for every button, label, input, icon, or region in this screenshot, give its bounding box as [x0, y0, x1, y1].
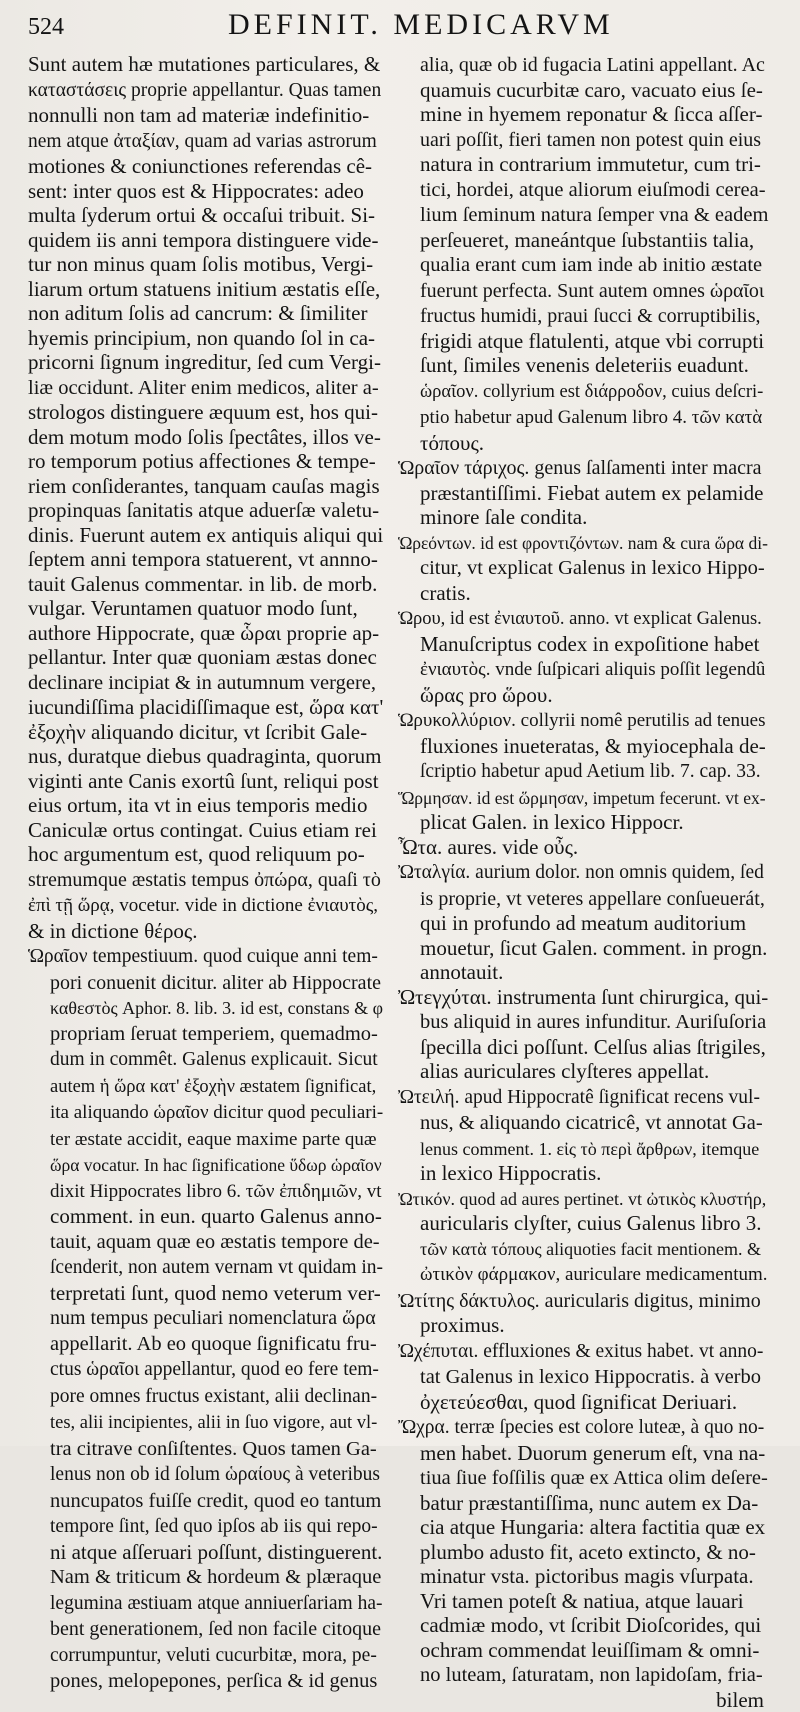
text-line: Ὠτικόν. quod ad aures pertinet. vt ὠτικὸς κλυστήρ, [398, 1186, 768, 1212]
text-line: liarum ortum statuens initium æstatis eſſe, [28, 277, 383, 302]
text-line: Ὡρεόντων. id est φροντιζόντων. nam & cura ὥρα di- [398, 530, 768, 556]
text-line: annotauit. [398, 960, 768, 985]
text-line: tat Galenus in lexico Hippocratis. à verbo [398, 1364, 768, 1390]
text-line: hyemis principium, non quando ſol in ca- [28, 326, 383, 351]
text-line: ὠτικὸν φάρμακον, auriculare medicamentum. [398, 1261, 768, 1288]
text-line: ſcriptio habetur apud Aetium lib. 7. cap. 33. [398, 758, 768, 785]
text-line: tes, alii incipientes, alii in ſuo vigore, aut vl- [28, 1409, 383, 1436]
text-line: proximus. [398, 1313, 768, 1338]
text-line: alia, quæ ob id fugacia Latini appellant. Ac [398, 52, 768, 78]
text-line: lenus non ob id ſolum ὡραίους à veteribus [28, 1461, 383, 1488]
text-line: viginti ante Canis exortû ſunt, reliqui post [28, 769, 383, 794]
text-line: strologos distinguere æquum est, hos qui- [28, 400, 383, 425]
text-line: comment. in eun. quarto Galenus anno- [28, 1204, 383, 1229]
text-line: legumina æstiuam atque anniuerſariam ha- [28, 1590, 383, 1617]
text-line: bus aliquid in aures infunditur. Auriſuſoria [398, 1009, 768, 1035]
text-line: quamuis cucurbitæ caro, vacuato eius ſe- [398, 78, 768, 103]
text-line: minatur vsta. pictoribus magis vſurpata. [398, 1564, 768, 1589]
text-line: Sunt autem hæ mutationes particulares, & [28, 52, 383, 77]
text-line: alias auriculares clyſteres appellat. [398, 1059, 768, 1084]
text-line: dinis. Fuerunt autem ex antiquis aliqui qui [28, 523, 383, 548]
text-line: Caniculæ ortus contingat. Cuius etiam rei [28, 818, 383, 843]
text-line: autem ἡ ὥρα κατ' ἐξοχὴν æstatem ſignificat, [28, 1073, 383, 1100]
page-number: 524 [28, 14, 64, 41]
right-column [398, 52, 768, 1712]
text-line: pricorni ſignum ingreditur, ſed cum Vergi- [28, 350, 383, 375]
text-line: dum in commêt. Galenus explicauit. Sicut [28, 1046, 383, 1073]
text-line: ὥρα vocatur. In hac ſignificatione ὕδωρ ὡραῖον [28, 1152, 383, 1178]
text-line: ſpecilla dici poſſunt. Celſus alias ſtrigiles, [398, 1035, 768, 1060]
text-line: propriam ſeruat temperiem, quemadmo- [28, 1021, 383, 1047]
text-line: motiones & coniunctiones referendas cê- [28, 154, 383, 179]
text-line: no luteam, ſaturatam, non lapidoſam, fria- [398, 1662, 768, 1688]
text-line: sent: inter quos est & Hippocrates: adeo [28, 179, 383, 204]
text-line: tempore ſint, ſed quo ipſos ab iis qui repo- [28, 1513, 383, 1540]
text-line: Ὠτεγχύται. instrumenta ſunt chirurgica, qui- [398, 985, 768, 1010]
text-line: nuncupatos fuiſſe credit, quod eo tantum [28, 1488, 383, 1514]
text-line: in lexico Hippocratis. [398, 1161, 768, 1186]
text-line: tauit Galenus commentar. in lib. de morb. [28, 572, 383, 597]
text-line: liæ occidunt. Aliter enim medicos, aliter a- [28, 375, 383, 401]
text-line: fluxiones inueteratas, & myiocephala de- [398, 734, 768, 759]
text-line: Ὠχέπυται. effluxiones & exitus habet. vt anno- [398, 1338, 768, 1365]
text-line: bilem [398, 1688, 768, 1712]
text-line: Ὡρου, id est ἐνιαυτοῦ. anno. vt explicat Galenus. [398, 605, 768, 632]
text-line: mine in hyemem reponatur & ſicca aſſer- [398, 102, 768, 127]
text-line: præstantiſſimi. Fiebat autem ex pelamide [398, 481, 768, 506]
text-line: Ὤχρα. terræ ſpecies est colore luteæ, à quo no- [398, 1414, 768, 1441]
text-line: dixit Hippocrates libro 6. τῶν ἐπιδημιῶν, vt [28, 1178, 383, 1205]
text-line: qualia erant cum iam inde ab initio æstate [398, 252, 768, 278]
left-column [28, 52, 383, 1694]
text-line: ochram commendat leuiſſimam & omni- [398, 1638, 768, 1663]
page-header [28, 6, 776, 50]
text-line: declinare incipiat & in autumnum vergere, [28, 670, 383, 696]
text-line: καθεστὸς Aphor. 8. lib. 3. id est, constans & φ [28, 995, 383, 1021]
text-line: fuerunt perfecta. Sunt autem omnes ὡραῖοι [398, 278, 768, 304]
text-line: terpretati ſunt, quod nemo veterum ver- [28, 1281, 383, 1306]
text-line: cratis. [398, 581, 768, 606]
text-line: ſunt, ſimiles venenis deleteriis euadunt. [398, 353, 768, 378]
text-line: ſcenderit, non autem vernam vt quidam in- [28, 1254, 383, 1281]
text-line: ro temporum potius affectiones & tempe- [28, 449, 383, 474]
text-line: τόπους. [398, 431, 768, 456]
text-line: fructus humidi, praui ſucci & corruptibilis, [398, 303, 768, 329]
text-line: ἐπὶ τῇ ὥρᾳ, vocetur. vide in dictione ἐνιαυτὸς, [28, 892, 383, 919]
text-line: bent generationem, ſed non facile citoque [28, 1616, 383, 1642]
text-line: tra citrave conſiſtentes. Quos tamen Ga- [28, 1436, 383, 1462]
text-line: Ὡραῖον τάριχος. genus ſalſamenti inter macra [398, 455, 768, 481]
text-line: Ὦτα. aures. vide οὖς. [398, 835, 768, 860]
text-line: ὥρας pro ὥρου. [398, 683, 768, 708]
text-line: citur, vt explicat Galenus in lexico Hippo- [398, 555, 768, 581]
text-line: corrumpuntur, veluti cucurbitæ, mora, pe- [28, 1642, 383, 1669]
text-line: pori conuenit dicitur. aliter ab Hippocrate [28, 970, 383, 996]
text-line: ptio habetur apud Galenum libro 4. τῶν κατὰ [398, 404, 768, 431]
text-line: ni atque aſſeruari poſſunt, distinguerent. [28, 1540, 383, 1565]
text-line: ctus ὡραῖοι appellantur, quod eo fere tem- [28, 1356, 383, 1383]
text-line: natura in contrarium immutetur, cum tri- [398, 152, 768, 177]
text-line: nem atque ἀταξίαν, quam ad varias astrorum [28, 128, 383, 155]
text-line: & in dictione θέρος. [28, 919, 383, 944]
text-line: is proprie, vt veteres appellare conſueuerát, [398, 886, 768, 912]
text-line: appellarit. Ab eo quoque ſignificatu fru- [28, 1331, 383, 1357]
text-line: ſeptem anni tempora statuerent, vt annno- [28, 547, 383, 572]
text-line: iucundiſſima placidiſſimaque est, ὥρα κατ' [28, 695, 383, 720]
text-line: pellantur. Inter quæ quoniam æstas donec [28, 645, 383, 670]
text-line: tauit, aquam quæ eo æstatis tempore de- [28, 1229, 383, 1255]
text-line: ἐνιαυτὸς. vnde ſuſpicari aliquis poſſit legendû [398, 656, 768, 683]
text-line: batur præstantiſſima, nunc autem ex Da- [398, 1491, 768, 1516]
text-line: ἐξοχὴν aliquando dicitur, vt ſcribit Gale- [28, 720, 383, 745]
text-line: plumbo adusto fit, aceto extincto, & no- [398, 1540, 768, 1565]
text-line: plicat Galen. in lexico Hippocr. [398, 810, 768, 835]
text-line: hoc argumentum est, quod reliquum po- [28, 842, 383, 867]
text-line: non aditum ſolis ad cancrum: & ſimiliter [28, 301, 383, 326]
text-line: stremumque æstatis tempus ὀπώρα, quaſi τὸ [28, 867, 383, 893]
text-line: τῶν κατὰ τόπους aliquoties facit mentionem. & [398, 1236, 768, 1262]
text-line: cia atque Hungaria: altera factitia quæ ex [398, 1515, 768, 1540]
text-line: dem motum modo ſolis ſpectâtes, illos ve- [28, 425, 383, 450]
text-line: pore omnes fructus existant, alii declinan- [28, 1383, 383, 1410]
text-line: men habet. Duorum generum eſt, vna na- [398, 1441, 768, 1466]
text-line: Ὡρυκολλύριον. collyrii nomê perutilis ad tenues [398, 707, 768, 734]
text-line: minore ſale condita. [398, 505, 768, 530]
text-line: lenus comment. 1. εἰς τὸ περὶ ἄρθρων, itemque [398, 1136, 768, 1162]
text-line: tiua ſiue foſſilis quæ ex Attica olim deſere- [398, 1465, 768, 1491]
text-line: ὡραῖον. collyrium est διάρροδον, cuius deſcri- [398, 378, 768, 405]
text-line: ὀχετεύεσθαι, quod ſignificat Deriuari. [398, 1390, 768, 1415]
text-line: authore Hippocrate, quæ ὧραι proprie ap- [28, 621, 383, 646]
text-line: ter æstate accidit, eaque maxime parte quæ [28, 1126, 383, 1153]
text-line: riem conſiderantes, tanquam cauſas magis [28, 474, 383, 499]
text-line: lium ſeminum natura ſemper vna & eadem [398, 202, 768, 228]
text-line: frigidi atque flatulenti, atque vbi corrupti [398, 329, 768, 354]
text-line: Ὥρμησαν. id est ὥρμησαν, impetum fecerunt. vt ex- [398, 785, 768, 811]
text-line: uari poſſit, fieri tamen non potest quin eius [398, 127, 768, 153]
text-line: mouetur, ſicut Galen. comment. in progn. [398, 936, 768, 961]
text-line: cadmiæ modo, vt ſcribit Dioſcorides, qui [398, 1613, 768, 1638]
running-head: DEFINIT. MEDICARVM [228, 8, 614, 42]
text-line: num tempus peculiari nomenclatura ὥρα [28, 1305, 383, 1331]
text-line: nus, & aliquando cicatricê, vt annotat Ga- [398, 1110, 768, 1136]
text-line: vulgar. Veruntamen quatuor modo ſunt, [28, 596, 383, 621]
text-line: multa ſyderum ortui & occaſui tribuit. Si- [28, 203, 383, 228]
text-line: auricularis clyſter, cuius Galenus libro 3. [398, 1211, 768, 1236]
text-line: ita aliquando ὡραῖον dicitur quod peculiari- [28, 1099, 383, 1126]
text-line: Ὠτίτης δάκτυλος. auricularis digitus, minimo [398, 1288, 768, 1314]
text-line: Ὡραῖον tempestiuum. quod cuique anni tem- [28, 943, 383, 970]
text-line: Ὠτειλή. apud Hippocratê ſignificat recens vul- [398, 1084, 768, 1111]
text-line: quidem iis anni tempora distinguere vide- [28, 228, 383, 253]
text-line: nus, duratque diebus quadraginta, quorum [28, 744, 383, 769]
text-line: Nam & triticum & hordeum & plæraque [28, 1564, 383, 1590]
text-line: Vri tamen poteſt & natiua, atque lauari [398, 1589, 768, 1614]
text-line: Manuſcriptus codex in expoſitione habet [398, 632, 768, 657]
text-line: perſeueret, maneántque ſubstantiis talia, [398, 228, 768, 253]
text-line: nonnulli non tam ad materiæ indefinitio- [28, 103, 383, 128]
text-line: καταστάσεις proprie appellantur. Quas tamen [28, 77, 383, 104]
text-line: Ὠταλγία. aurium dolor. non omnis quidem, ſed [398, 859, 768, 886]
text-line: qui in profundo ad meatum auditorium [398, 911, 768, 936]
text-line: pones, melopepones, perſica & id genus [28, 1668, 383, 1694]
text-line: eius ortum, ita vt in eius temporis medio [28, 793, 383, 818]
text-line: tici, hordei, atque aliorum eiuſmodi cerea- [398, 177, 768, 203]
text-line: tur non minus quam ſolis motibus, Vergi- [28, 252, 383, 277]
text-line: propinquas ſanitatis atque aduerſæ valetu- [28, 498, 383, 523]
